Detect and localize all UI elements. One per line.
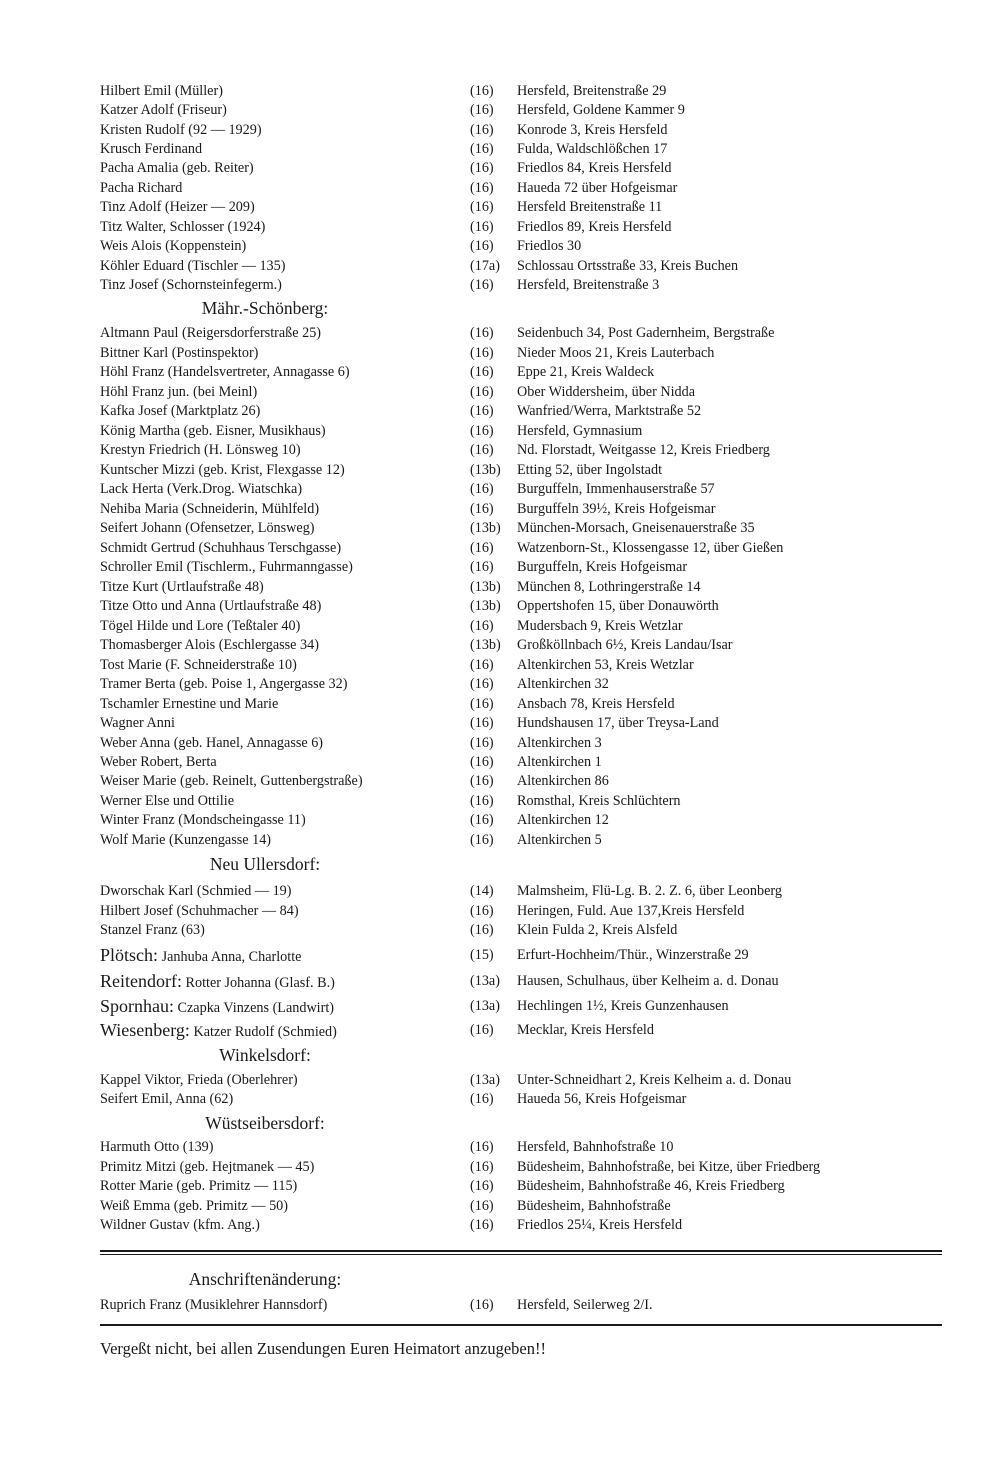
entry-address: Haueda 72 über Hofgeismar — [517, 180, 678, 196]
entry-name: Pacha Richard — [100, 180, 183, 196]
list-item — [100, 538, 960, 558]
entry-code: (16) — [470, 1297, 494, 1313]
entry-name: Dworschak Karl (Schmied — 19) — [100, 883, 292, 899]
entry-address: Mudersbach 9, Kreis Wetzlar — [517, 618, 683, 634]
person-name: Katzer Rudolf (Schmied) — [193, 1024, 337, 1040]
entry-name: Harmuth Otto (139) — [100, 1139, 214, 1155]
list-item — [100, 694, 960, 714]
entry-code: (16) — [470, 754, 494, 770]
list-item — [100, 421, 960, 441]
list-item — [100, 236, 960, 256]
entry-address: Hausen, Schulhaus, über Kelheim a. d. Donau — [517, 973, 779, 989]
entry-name: Ruprich Franz (Musiklehrer Hannsdorf) — [100, 1297, 328, 1313]
list-item — [100, 81, 960, 101]
entry-address: Ansbach 78, Kreis Hersfeld — [517, 696, 675, 712]
entry-code: (16) — [470, 1198, 494, 1214]
entry-code: (13b) — [470, 598, 501, 614]
list-item — [100, 1089, 960, 1109]
entry-address: Büdesheim, Bahnhofstraße — [517, 1198, 671, 1214]
entry-code: (16) — [470, 735, 494, 751]
entry-name: Titze Kurt (Urtlaufstraße 48) — [100, 579, 264, 595]
entry-name: Weiser Marie (geb. Reinelt, Guttenbergstraße) — [100, 773, 363, 789]
list-item — [100, 139, 960, 159]
list-item — [100, 382, 960, 402]
place-name: Wiesenberg: — [100, 1020, 190, 1040]
entry-name: Weis Alois (Koppenstein) — [100, 238, 247, 254]
entry-name: Tramer Berta (geb. Poise 1, Angergasse 32) — [100, 676, 348, 692]
entry-address: Hundshausen 17, über Treysa-Land — [517, 715, 719, 731]
entry-code: (13b) — [470, 579, 501, 595]
entry-code: (16) — [470, 180, 494, 196]
entry-name: Höhl Franz (Handelsvertreter, Annagasse 6) — [100, 364, 350, 380]
list-item — [100, 655, 960, 675]
entry-address: Oppertshofen 15, über Donauwörth — [517, 598, 719, 614]
entry-code: (13a) — [470, 973, 500, 989]
entry-address: Friedlos 30 — [517, 238, 582, 254]
entry-name: Weber Anna (geb. Hanel, Annagasse 6) — [100, 735, 324, 751]
entry-code: (17a) — [470, 258, 500, 274]
entry-name: Werner Else und Ottilie — [100, 793, 234, 809]
list-item — [100, 323, 960, 343]
entry-address: Erfurt-Hochheim/Thür., Winzerstraße 29 — [517, 947, 749, 963]
entry-address: Hersfeld, Bahnhofstraße 10 — [517, 1139, 674, 1155]
entry-code: (15) — [470, 947, 494, 963]
entry-code: (16) — [470, 1217, 494, 1233]
entry-name: Primitz Mitzi (geb. Hejtmanek — 45) — [100, 1159, 315, 1175]
entry-code: (13b) — [470, 637, 501, 653]
entry-name: Weber Robert, Berta — [100, 754, 217, 770]
entry-address: München-Morsach, Gneisenauerstraße 35 — [517, 520, 755, 536]
list-item — [100, 440, 960, 460]
section-heading-address-change: Anschriftenänderung: — [188, 1269, 342, 1289]
entry-address: Mecklar, Kreis Hersfeld — [517, 1022, 654, 1038]
entry-address: Altenkirchen 53, Kreis Wetzlar — [517, 657, 694, 673]
entry-code: (16) — [470, 199, 494, 215]
list-item — [100, 771, 960, 791]
entry-code: (16) — [470, 160, 494, 176]
entry-address: Schlossau Ortsstraße 33, Kreis Buchen — [517, 258, 739, 274]
entry-address: Hersfeld, Gymnasium — [517, 423, 643, 439]
entry-code: (16) — [470, 277, 494, 293]
divider-line — [100, 1324, 942, 1326]
entry-address: Büdesheim, Bahnhofstraße 46, Kreis Friedberg — [517, 1178, 785, 1194]
entry-name: Wildner Gustav (kfm. Ang.) — [100, 1217, 260, 1233]
entry-code: (16) — [470, 618, 494, 634]
entry-address: Klein Fulda 2, Kreis Alsfeld — [517, 922, 678, 938]
entry-name: Schroller Emil (Tischlerm., Fuhrmanngasse) — [100, 559, 353, 575]
entry-name: Kappel Viktor, Frieda (Oberlehrer) — [100, 1072, 298, 1088]
list-item — [100, 674, 960, 694]
list-item — [100, 752, 960, 772]
entry-address: Heringen, Fuld. Aue 137,Kreis Hersfeld — [517, 903, 745, 919]
entry-name: Wolf Marie (Kunzengasse 14) — [100, 832, 272, 848]
list-item — [100, 901, 960, 921]
entry-address: Altenkirchen 3 — [517, 735, 602, 751]
entry-address: Hechlingen 1½, Kreis Gunzenhausen — [517, 998, 729, 1014]
entry-address: Burguffeln, Kreis Hofgeismar — [517, 559, 688, 575]
list-item — [100, 120, 960, 140]
list-item — [100, 920, 960, 940]
list-item — [100, 256, 960, 276]
list-item — [100, 479, 960, 499]
entry-address: Büdesheim, Bahnhofstraße, bei Kitze, über Friedberg — [517, 1159, 821, 1175]
entry-address: Fulda, Waldschlößchen 17 — [517, 141, 668, 157]
entry-code: (16) — [470, 793, 494, 809]
entry-name: Thomasberger Alois (Eschlergasse 34) — [100, 637, 319, 653]
list-item — [100, 810, 960, 830]
entry-address: Großköllnbach 6½, Kreis Landau/Isar — [517, 637, 733, 653]
section-heading-ullersdorf: Neu Ullersdorf: — [209, 854, 321, 874]
list-item — [100, 791, 960, 811]
entry-code: (16) — [470, 903, 494, 919]
entry-address: Burguffeln, Immenhauserstraße 57 — [517, 481, 715, 497]
entry-code: (16) — [470, 141, 494, 157]
entry-address: Friedlos 84, Kreis Hersfeld — [517, 160, 672, 176]
list-item — [100, 499, 960, 519]
person-name: Rotter Johanna (Glasf. B.) — [185, 975, 335, 991]
entry-code: (16) — [470, 1159, 494, 1175]
entry-address: Konrode 3, Kreis Hersfeld — [517, 122, 668, 138]
entry-address: Romsthal, Kreis Schlüchtern — [517, 793, 681, 809]
place-name: Reitendorf: — [100, 971, 182, 991]
entry-address: Etting 52, über Ingolstadt — [517, 462, 663, 478]
list-item — [100, 557, 960, 577]
entry-code: (16) — [470, 832, 494, 848]
entry-code: (16) — [470, 922, 494, 938]
entry-code: (16) — [470, 501, 494, 517]
entry-name: Kristen Rudolf (92 — 1929) — [100, 122, 262, 138]
list-item — [100, 158, 960, 178]
entry-code: (16) — [470, 481, 494, 497]
list-item — [100, 178, 960, 198]
entry-address: Friedlos 89, Kreis Hersfeld — [517, 219, 672, 235]
list-item — [100, 596, 960, 616]
list-item — [100, 733, 960, 753]
entry-code: (16) — [470, 773, 494, 789]
list-item — [100, 1215, 960, 1235]
entry-code: (13a) — [470, 998, 500, 1014]
list-item — [100, 713, 960, 733]
list-item — [100, 100, 960, 120]
entry-name — [100, 996, 334, 1018]
list-item — [100, 197, 960, 217]
entry-name: Pacha Amalia (geb. Reiter) — [100, 160, 254, 176]
list-item — [100, 1137, 960, 1157]
entry-name: König Martha (geb. Eisner, Musikhaus) — [100, 423, 326, 439]
entry-name: Köhler Eduard (Tischler — 135) — [100, 258, 286, 274]
entry-name: Wagner Anni — [100, 715, 175, 731]
person-name: Czapka Vinzens (Landwirt) — [177, 1000, 335, 1016]
entry-code: (16) — [470, 657, 494, 673]
entry-address: Hersfeld, Breitenstraße 3 — [517, 277, 660, 293]
entry-code: (16) — [470, 238, 494, 254]
entry-name: Kafka Josef (Marktplatz 26) — [100, 403, 261, 419]
entry-name: Katzer Adolf (Friseur) — [100, 102, 227, 118]
entry-code: (16) — [470, 442, 494, 458]
entry-code: (16) — [470, 403, 494, 419]
entry-code: (16) — [470, 102, 494, 118]
entry-code: (16) — [470, 715, 494, 731]
entry-code: (13a) — [470, 1072, 500, 1088]
entry-address: Nieder Moos 21, Kreis Lauterbach — [517, 345, 715, 361]
entry-address: Altenkirchen 86 — [517, 773, 609, 789]
entry-name — [100, 971, 335, 993]
entry-code: (16) — [470, 676, 494, 692]
entry-address: Malmsheim, Flü-Lg. B. 2. Z. 6, über Leonberg — [517, 883, 782, 899]
person-name: Janhuba Anna, Charlotte — [161, 949, 302, 965]
entry-name: Hilbert Emil (Müller) — [100, 83, 223, 99]
entry-name: Altmann Paul (Reigersdorferstraße 25) — [100, 325, 322, 341]
entry-name — [100, 1020, 337, 1042]
list-item — [100, 996, 960, 1016]
entry-code: (16) — [470, 122, 494, 138]
entry-name: Nehiba Maria (Schneiderin, Mühlfeld) — [100, 501, 320, 517]
entry-code: (16) — [470, 384, 494, 400]
entry-address: Hersfeld, Seilerweg 2/I. — [517, 1297, 653, 1313]
list-item — [100, 881, 960, 901]
list-item — [100, 945, 960, 965]
entry-name: Tinz Josef (Schornsteinfegerm.) — [100, 277, 282, 293]
list-item — [100, 577, 960, 597]
entry-name: Hilbert Josef (Schuhmacher — 84) — [100, 903, 299, 919]
entry-address: Unter-Schneidhart 2, Kreis Kelheim a. d. Donau — [517, 1072, 792, 1088]
entry-code: (13b) — [470, 520, 501, 536]
entry-code: (16) — [470, 423, 494, 439]
list-item — [100, 1157, 960, 1177]
list-item — [100, 616, 960, 636]
entry-name: Seifert Emil, Anna (62) — [100, 1091, 234, 1107]
place-name: Spornhau: — [100, 996, 174, 1016]
entry-name: Rotter Marie (geb. Primitz — 115) — [100, 1178, 298, 1194]
list-item — [100, 971, 960, 991]
list-item — [100, 830, 960, 850]
list-item — [100, 635, 960, 655]
entry-name: Titze Otto und Anna (Urtlaufstraße 48) — [100, 598, 322, 614]
footer-reminder: Vergeßt nicht, bei allen Zusendungen Euren Heimatort anzugeben!! — [100, 1339, 546, 1358]
entry-name: Höhl Franz jun. (bei Meinl) — [100, 384, 258, 400]
section-heading-wuestseibersdorf: Wüstseibersdorf: — [205, 1113, 325, 1133]
entry-code: (16) — [470, 1139, 494, 1155]
entry-address: Burguffeln 39½, Kreis Hofgeismar — [517, 501, 716, 517]
entry-address: Seidenbuch 34, Post Gadernheim, Bergstraße — [517, 325, 775, 341]
section-heading-winkelsdorf: Winkelsdorf: — [219, 1045, 311, 1065]
divider-line — [100, 1254, 942, 1255]
entry-code: (16) — [470, 696, 494, 712]
entry-code: (16) — [470, 325, 494, 341]
list-item — [100, 217, 960, 237]
entry-name: Kuntscher Mizzi (geb. Krist, Flexgasse 12) — [100, 462, 345, 478]
entry-address: Altenkirchen 12 — [517, 812, 609, 828]
entry-code: (16) — [470, 345, 494, 361]
entry-address: Altenkirchen 32 — [517, 676, 609, 692]
list-item — [100, 343, 960, 363]
entry-name: Seifert Johann (Ofensetzer, Lönsweg) — [100, 520, 315, 536]
entry-address: Eppe 21, Kreis Waldeck — [517, 364, 655, 380]
entry-address: Haueda 56, Kreis Hofgeismar — [517, 1091, 687, 1107]
list-item — [100, 401, 960, 421]
entry-code: (16) — [470, 1178, 494, 1194]
entry-address: Watzenborn-St., Klossengasse 12, über Gießen — [517, 540, 784, 556]
list-item — [100, 518, 960, 538]
entry-name: Tinz Adolf (Heizer — 209) — [100, 199, 255, 215]
entry-code: (16) — [470, 1091, 494, 1107]
entry-name: Krusch Ferdinand — [100, 141, 203, 157]
place-name: Plötsch: — [100, 945, 159, 965]
list-item — [100, 460, 960, 480]
entry-name: Weiß Emma (geb. Primitz — 50) — [100, 1198, 288, 1214]
entry-code: (16) — [470, 219, 494, 235]
entry-address: Friedlos 25¼, Kreis Hersfeld — [517, 1217, 683, 1233]
entry-name: Lack Herta (Verk.Drog. Wiatschka) — [100, 481, 303, 497]
list-item — [100, 1295, 960, 1315]
entry-address: Hersfeld Breitenstraße 11 — [517, 199, 663, 215]
entry-address: Altenkirchen 5 — [517, 832, 602, 848]
entry-code: (14) — [470, 883, 494, 899]
entry-name: Stanzel Franz (63) — [100, 922, 205, 938]
list-item — [100, 362, 960, 382]
list-item — [100, 1196, 960, 1216]
entry-name: Winter Franz (Mondscheingasse 11) — [100, 812, 306, 828]
entry-name: Tost Marie (F. Schneiderstraße 10) — [100, 657, 297, 673]
entry-code: (13b) — [470, 462, 501, 478]
entry-code: (16) — [470, 1022, 494, 1038]
entry-name — [100, 945, 301, 967]
entry-code: (16) — [470, 559, 494, 575]
entry-address: Hersfeld, Breitenstraße 29 — [517, 83, 667, 99]
entry-name: Titz Walter, Schlosser (1924) — [100, 219, 266, 235]
entry-address: Nd. Florstadt, Weitgasse 12, Kreis Friedberg — [517, 442, 770, 458]
list-item — [100, 1070, 960, 1090]
entry-code: (16) — [470, 540, 494, 556]
entry-address: Altenkirchen 1 — [517, 754, 602, 770]
entry-name: Krestyn Friedrich (H. Lönsweg 10) — [100, 442, 301, 458]
divider-line — [100, 1250, 942, 1252]
entry-address: München 8, Lothringerstraße 14 — [517, 579, 701, 595]
entry-name: Bittner Karl (Postinspektor) — [100, 345, 259, 361]
list-item — [100, 1020, 960, 1040]
entry-address: Ober Widdersheim, über Nidda — [517, 384, 696, 400]
entry-code: (16) — [470, 364, 494, 380]
section-heading-schoenberg: Mähr.-Schönberg: — [201, 298, 329, 318]
entry-code: (16) — [470, 812, 494, 828]
entry-name: Schmidt Gertrud (Schuhhaus Terschgasse) — [100, 540, 342, 556]
entry-name: Tschamler Ernestine und Marie — [100, 696, 279, 712]
entry-address: Hersfeld, Goldene Kammer 9 — [517, 102, 685, 118]
entry-name: Tögel Hilde und Lore (Teßtaler 40) — [100, 618, 301, 634]
entry-address: Wanfried/Werra, Marktstraße 52 — [517, 403, 702, 419]
list-item — [100, 1176, 960, 1196]
entry-code: (16) — [470, 83, 494, 99]
list-item — [100, 275, 960, 295]
